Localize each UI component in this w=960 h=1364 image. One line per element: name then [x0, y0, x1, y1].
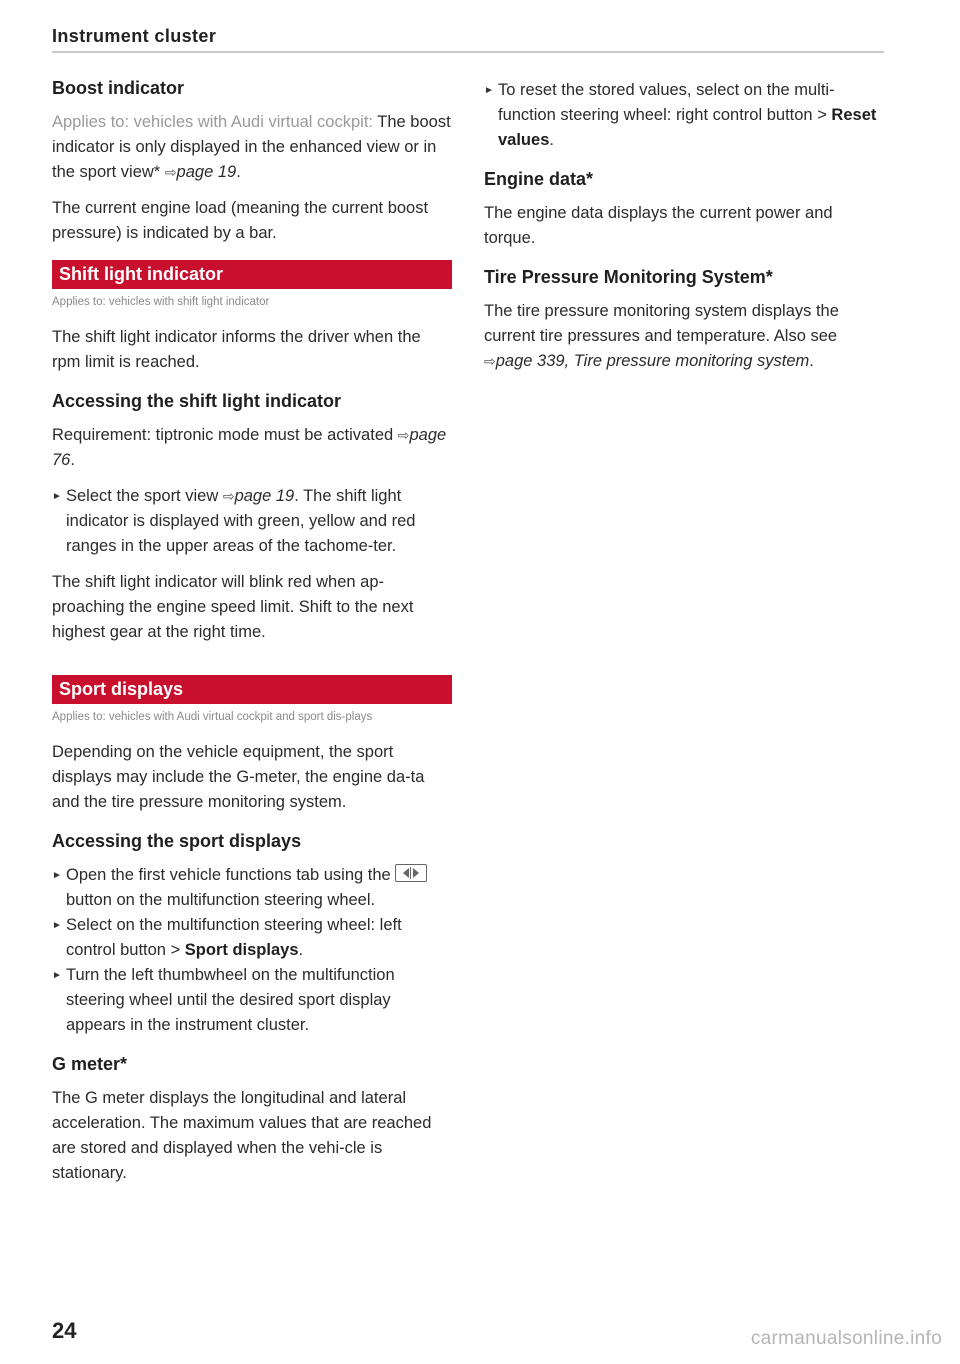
running-header: Instrument cluster: [52, 26, 217, 46]
punctuation: .: [236, 163, 241, 181]
heading-g-meter: G meter*: [52, 1054, 128, 1074]
page-reference[interactable]: page 19: [234, 487, 295, 505]
requirement-text: Requirement: tiptronic mode must be activated: [52, 426, 398, 444]
step-text: . The shift light indicator is displayed with green, yellow and red ranges in the upper areas of the tachome-ter.: [66, 487, 416, 555]
punctuation: .: [549, 131, 554, 149]
bullet-icon: ►: [52, 920, 62, 931]
boost-bar-paragraph: The current engine load (meaning the current boost pressure) is indicated by a bar.: [52, 199, 429, 242]
section-banner-shift-light: Shift light indicator: [52, 260, 452, 289]
step-text: To reset the stored values, select on the multi-function steering wheel: right control button >: [498, 81, 835, 124]
step-text: button on the multifunction steering wheel.: [66, 891, 376, 909]
shift-applies-note: Applies to: vehicles with shift light indicator: [52, 296, 270, 308]
page-reference[interactable]: page 19: [176, 163, 237, 181]
step-text: Turn the left thumbwheel on the multifunction steering wheel until the desired sport display appears in the instrument cluster.: [66, 966, 395, 1034]
sport-intro: Depending on the vehicle equipment, the sport displays may include the G-meter, the engine da-ta and the tire pressure monitoring system.: [52, 743, 425, 811]
boost-applies-label: Applies to: vehicles with Audi virtual cockpit:: [52, 113, 373, 131]
page-reference[interactable]: page 339, Tire pressure monitoring system: [495, 352, 810, 370]
heading-engine-data: Engine data*: [484, 169, 594, 189]
heading-tpms: Tire Pressure Monitoring System*: [484, 267, 773, 287]
heading-accessing-shift-light: Accessing the shift light indicator: [52, 391, 342, 411]
watermark: carmanualsonline.info: [750, 1328, 942, 1349]
boost-applies-paragraph: [52, 110, 452, 185]
menu-item-reset-values: Reset values: [498, 106, 877, 149]
step-text: Open the first vehicle functions tab using the: [66, 866, 396, 884]
bullet-icon: ►: [52, 870, 62, 881]
punctuation: .: [809, 352, 814, 370]
step-text: Select on the multifunction steering wheel: left control button >: [66, 916, 402, 959]
heading-boost-indicator: Boost indicator: [52, 78, 185, 98]
punctuation: .: [70, 451, 75, 469]
boost-text: The boost indicator is only displayed in the enhanced view or in the sport view*: [52, 113, 451, 181]
page-number: 24: [52, 1318, 77, 1343]
tpms-text: [484, 299, 884, 374]
arrow-icon: ⇨: [397, 427, 410, 443]
arrow-icon: ⇨: [484, 353, 496, 369]
bullet-icon: ►: [52, 491, 62, 502]
arrow-icon: ⇨: [222, 488, 235, 504]
section-banner-sport-displays: Sport displays: [52, 675, 452, 704]
arrow-icon: ⇨: [164, 164, 177, 180]
menu-item-sport-displays: Sport displays: [184, 941, 299, 959]
right-column: [484, 78, 884, 385]
heading-accessing-sport-displays: Accessing the sport displays: [52, 831, 302, 851]
punctuation: .: [298, 941, 304, 959]
step-text: Select the sport view: [66, 487, 223, 505]
step-open-vehicle-functions: [52, 863, 452, 913]
tpms-body: The tire pressure monitoring system displays the current tire pressures and temperature. Also see: [484, 302, 839, 345]
shift-intro: The shift light indicator informs the driver when the rpm limit is reached.: [52, 328, 421, 371]
sport-applies-note: Applies to: vehicles with Audi virtual cockpit and sport dis-plays: [52, 711, 373, 723]
left-right-arrows-button-icon: [395, 864, 427, 882]
bullet-icon: ►: [52, 970, 62, 981]
step-reset-values: [484, 78, 884, 153]
g-meter-text: The G meter displays the longitudinal and lateral acceleration. The maximum values that are reached are stored and displayed when the vehi-cle is stationary.: [52, 1089, 432, 1182]
page-reference[interactable]: page 76: [52, 426, 447, 469]
shift-requirement: [52, 423, 452, 473]
step-select-sport-view: [52, 484, 452, 559]
shift-blink-note: The shift light indicator will blink red when ap-proaching the engine speed limit. Shift to the next highest gear at the right time.: [52, 573, 414, 641]
header-divider: [52, 51, 884, 53]
left-column: [52, 76, 452, 1197]
bullet-icon: ►: [484, 85, 494, 96]
step-select-sport-displays: [52, 913, 452, 963]
step-turn-thumbwheel: [52, 963, 452, 1038]
engine-data-text: The engine data displays the current power and torque.: [484, 204, 833, 247]
